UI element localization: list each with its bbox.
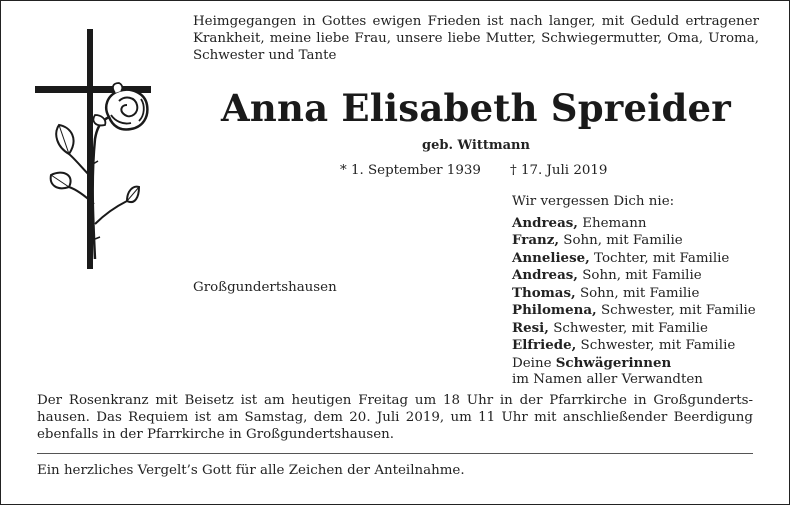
family-heading: Wir vergessen Dich nie: (512, 194, 675, 209)
funeral-notice: Der Rosenkranz mit Beisetz ist am heutigen Freitag um 18 Uhr in der Pfarrkirche in Großgunderts-hausen. Das Requiem ist am Samstag, dem 20. Juli 2019, um 11 Uhr mit anschließender Beerdigung ebenfalls in der Pfarrkirche in Großgundertshausen. (37, 393, 753, 442)
list-item (512, 215, 756, 233)
family-member-name: Thomas, (512, 284, 576, 301)
family-member-relation: Schwester, mit Familie (576, 338, 736, 353)
family-member-name: Anneliese, (512, 249, 590, 266)
cross-with-rose-icon (35, 29, 165, 269)
list-item (512, 232, 756, 250)
in-law-prefix: Deine (512, 355, 556, 371)
maiden-name: geb. Wittmann (422, 138, 530, 153)
place-name: Großgundertshausen (193, 280, 337, 295)
family-member-relation: Sohn, mit Familie (559, 233, 683, 248)
list-item (512, 250, 756, 268)
family-list (512, 194, 756, 389)
family-member-name: Philomena, (512, 302, 597, 318)
family-member-relation: Sohn, mit Familie (575, 285, 700, 301)
family-member-relation: Sohn, mit Familie (577, 268, 702, 283)
thanks-text: Ein herzliches Vergelt’s Gott für alle Zeichen der Anteilnahme. (37, 463, 465, 478)
family-member-relation: Schwester, mit Familie (596, 303, 756, 318)
divider (37, 453, 753, 454)
family-closing: im Namen aller Verwandten (512, 372, 703, 387)
list-item (512, 337, 756, 355)
family-member-name: Andreas, (512, 214, 578, 231)
birth-date: * 1. September 1939 (340, 163, 481, 178)
family-member-name: Resi, (512, 319, 549, 336)
family-member-name: Franz, (512, 232, 560, 248)
list-item (512, 267, 756, 285)
list-item (512, 355, 756, 373)
list-item (512, 285, 756, 303)
death-date: † 17. Juli 2019 (510, 163, 608, 178)
list-item (512, 320, 756, 338)
list-item (512, 302, 756, 320)
family-member-name: Andreas, (512, 267, 578, 283)
family-member-name: Elfriede, (512, 337, 577, 353)
family-member-relation: Tochter, mit Familie (589, 250, 730, 266)
family-member-relation: Schwester, mit Familie (548, 320, 708, 336)
in-law-label: Schwägerinnen (555, 354, 672, 371)
intro-text: Heimgegangen in Gottes ewigen Frieden ist nach langer, mit Geduld ertragener Krankheit, meine liebe Frau, unsere liebe Mutter, Schwiegermutter, Oma, Uroma, Schwester und Tante (193, 14, 759, 63)
deceased-name: Anna Elisabeth Spreider (221, 86, 731, 130)
family-member-relation: Ehemann (577, 215, 647, 231)
